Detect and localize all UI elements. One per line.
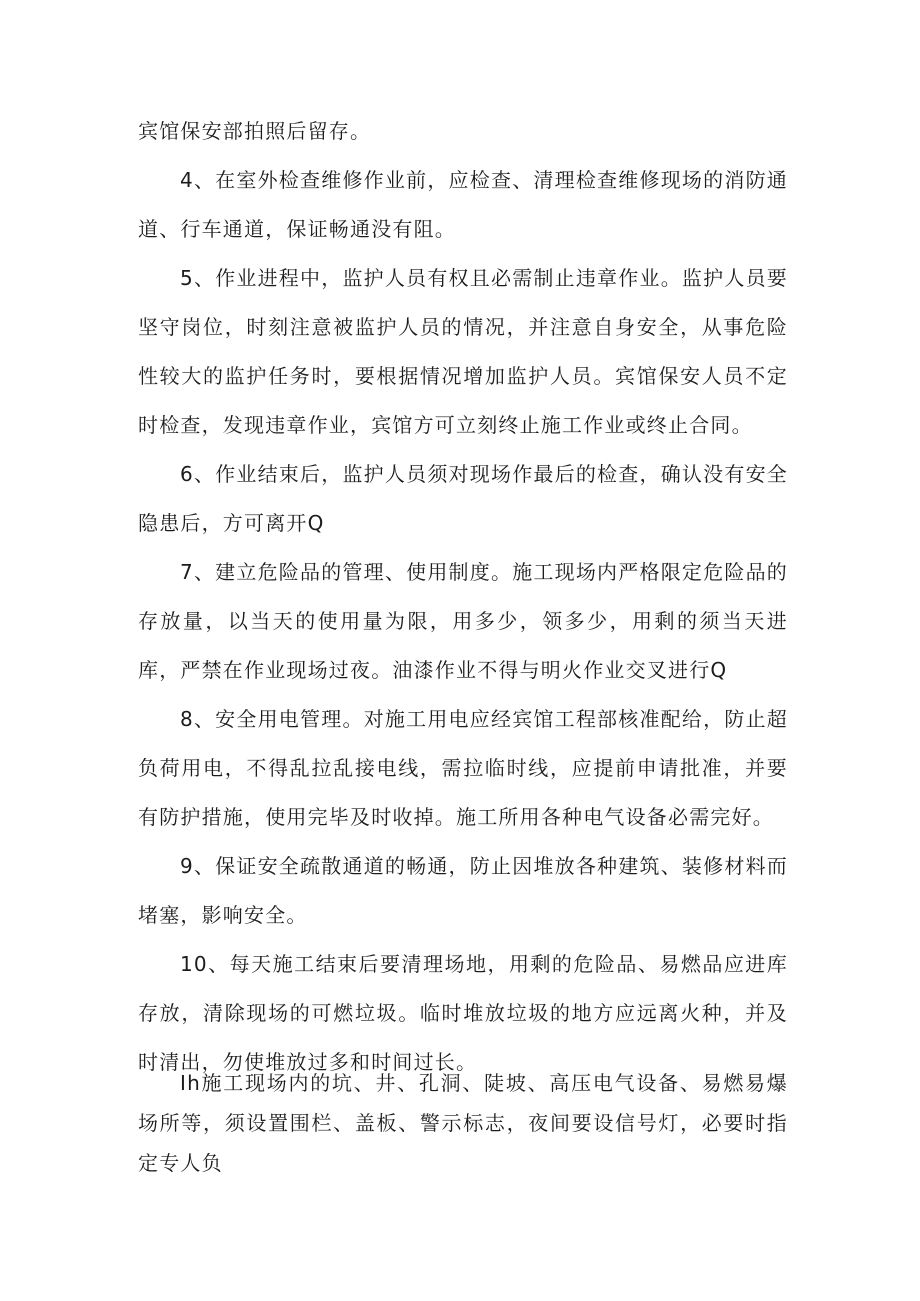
paragraph-item-9: 9、保证安全疏散通道的畅通，防止因堆放各种建筑、装修材料而堵塞，影响安全。 <box>138 854 788 927</box>
document-body <box>138 107 788 1087</box>
paragraph-item-11: Ih施工现场内的坑、井、孔洞、陡坡、高压电气设备、易燃易爆场所等，须设置围栏、盖板、警示标志，夜间要设信号灯，必要时指定专人负 <box>138 1071 788 1175</box>
paragraph-item-6: 6、作业结束后，监护人员须对现场作最后的检查，确认没有安全隐患后，方可离开Q <box>138 462 788 535</box>
paragraph-item-5: 5、作业进程中，监护人员有权且必需制止违章作业。监护人员要坚守岗位，时刻注意被监护人员的情况，并注意自身安全，从事危险性较大的监护任务时，要根据情况增加监护人员。宾馆保安人员不定时检查，发现违章作业，宾馆方可立刻终止施工作业或终止合同。 <box>138 266 788 437</box>
paragraph-item-8: 8、安全用电管理。对施工用电应经宾馆工程部核准配给，防止超负荷用电，不得乱拉乱接电线，需拉临时线，应提前申请批准，并要有防护措施，使用完毕及时收掉。施工所用各种电气设备必需完好。 <box>138 707 788 829</box>
paragraph-item-4: 4、在室外检查维修作业前，应检查、清理检查维修现场的消防通道、行车通道，保证畅通没有阻。 <box>138 168 788 241</box>
document-tail <box>138 1063 788 1183</box>
paragraph-item-7: 7、建立危险品的管理、使用制度。施工现场内严格限定危险品的存放量，以当天的使用量为限，用多少，领多少，用剩的须当天进库，严禁在作业现场过夜。油漆作业不得与明火作业交叉进行Q <box>138 560 788 682</box>
paragraph-continuation: 宾馆保安部拍照后留存。 <box>138 119 372 143</box>
paragraph-item-10: 10、每天施工结束后要清理场地，用剩的危险品、易燃品应进库存放，清除现场的可燃垃圾。临时堆放垃圾的地方应远离火种，并及时清出，勿使堆放过多和时间过长。 <box>138 952 788 1074</box>
